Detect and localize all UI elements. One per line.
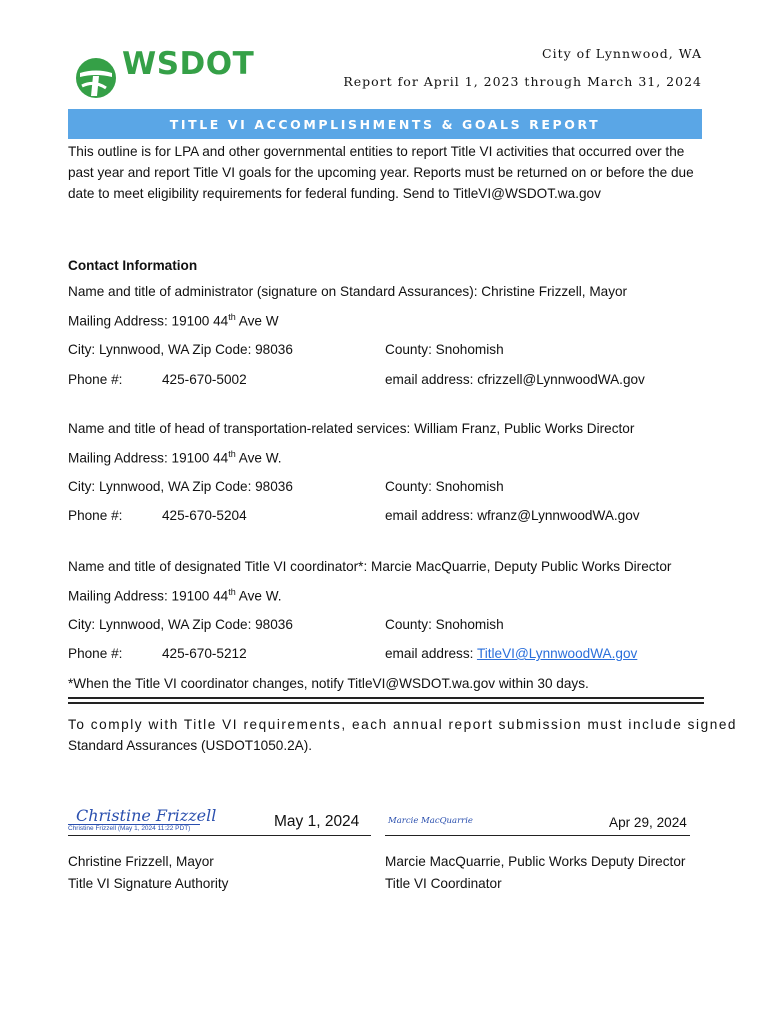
administrator-title: Name and title of administrator (signature on Standard Assurances): Christine Frizzell, Mayor (68, 284, 628, 299)
transportation-email: email address: wfranz@LynnwoodWA.gov (385, 508, 640, 523)
report-period: Report for April 1, 2023 through March 31, 2024 (343, 74, 702, 89)
right-signature-line (385, 835, 690, 836)
coordinator-phone-label: Phone #: (68, 646, 123, 661)
transportation-phone-label: Phone #: (68, 508, 123, 523)
wsdot-logo (72, 46, 262, 102)
wsdot-emblem-icon (74, 56, 118, 100)
transportation-mailing-address: Mailing Address: 19100 44th Ave W. (68, 449, 282, 466)
intro-paragraph (68, 141, 704, 204)
transportation-phone: 425-670-5204 (162, 508, 247, 523)
comply-line: To comply with Title VI requirements, each annual report submission must include signed (68, 717, 738, 732)
administrator-mailing-address: Mailing Address: 19100 44th Ave W (68, 312, 279, 329)
coordinator-email: email address: TitleVI@LynnwoodWA.gov (385, 646, 638, 661)
divider (68, 702, 704, 704)
transportation-head-title: Name and title of head of transportation-related services: William Franz, Public Works Director (68, 421, 635, 436)
administrator-city-zip: City: Lynnwood, WA Zip Code: 98036 (68, 342, 293, 357)
intro-line: This outline is for LPA and other governmental entities to report Title VI activities that occurred over the (68, 144, 685, 159)
right-signature-date: Apr 29, 2024 (609, 815, 687, 830)
report-title-banner: TITLE VI ACCOMPLISHMENTS & GOALS REPORT (68, 109, 702, 139)
administrator-email: email address: cfrizzell@LynnwoodWA.gov (385, 372, 645, 387)
intro-line: past year and report Title VI goals for the upcoming year. Reports must be returned on or before the due (68, 165, 694, 180)
left-signer-role: Title VI Signature Authority (68, 876, 229, 891)
administrator-phone: 425-670-5002 (162, 372, 247, 387)
right-signer-role: Title VI Coordinator (385, 876, 502, 891)
right-signer-name: Marcie MacQuarrie, Public Works Deputy Director (385, 854, 686, 869)
left-signature-line (68, 835, 371, 836)
coordinator-email-link[interactable]: TitleVI@LynnwoodWA.gov (476, 646, 638, 661)
left-signer-name: Christine Frizzell, Mayor (68, 854, 214, 869)
coordinator-title: Name and title of designated Title VI coordinator*: Marcie MacQuarrie, Deputy Public Works Director (68, 559, 672, 574)
transportation-city-zip: City: Lynnwood, WA Zip Code: 98036 (68, 479, 293, 494)
left-signature-stamp: Christine Frizzell (May 1, 2024 11:22 PDT) (68, 825, 191, 832)
comply-line: Standard Assurances (USDOT1050.2A). (68, 738, 313, 753)
intro-line: date to meet eligibility requirements for federal funding. Send to TitleVI@WSDOT.wa.gov (68, 186, 601, 201)
administrator-county: County: Snohomish (385, 342, 504, 357)
right-signature: Marcie MacQuarrie (388, 816, 473, 826)
coordinator-county: County: Snohomish (385, 617, 504, 632)
coordinator-city-zip: City: Lynnwood, WA Zip Code: 98036 (68, 617, 293, 632)
coordinator-mailing-address: Mailing Address: 19100 44th Ave W. (68, 587, 282, 604)
city-name: City of Lynnwood, WA (542, 46, 702, 61)
transportation-county: County: Snohomish (385, 479, 504, 494)
coordinator-change-note: *When the Title VI coordinator changes, notify TitleVI@WSDOT.wa.gov within 30 days. (68, 676, 589, 691)
left-signature-date: May 1, 2024 (274, 813, 360, 830)
comply-paragraph (68, 714, 738, 756)
administrator-phone-label: Phone #: (68, 372, 123, 387)
contact-heading: Contact Information (68, 258, 198, 273)
logo-wordmark: WSDOT (122, 46, 255, 82)
divider (68, 697, 704, 699)
left-signature: Christine Frizzell (76, 806, 217, 825)
coordinator-phone: 425-670-5212 (162, 646, 247, 661)
